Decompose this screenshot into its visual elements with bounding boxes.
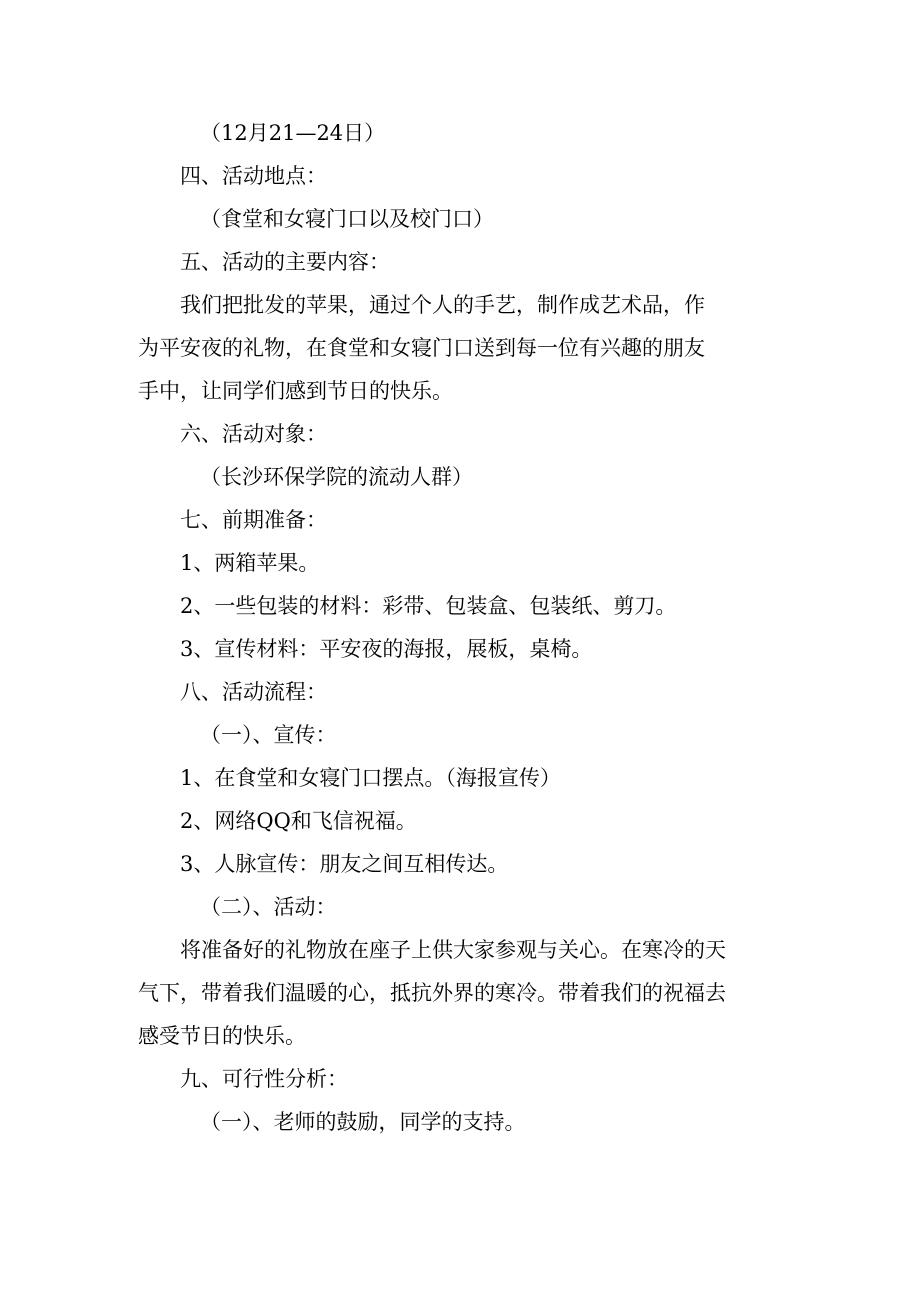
section-heading-preparation: 七、前期准备： (180, 508, 327, 532)
section-heading-feasibility: 九、可行性分析： (180, 1067, 348, 1091)
paragraph-line: 为平安夜的礼物，在食堂和女寝门口送到每一位有兴趣的朋友 (138, 336, 705, 360)
subsection-heading-activity: （二）、活动： (200, 895, 337, 919)
audience-detail-line: （长沙环保学院的流动人群） (200, 465, 473, 489)
paragraph-line: 气下，带着我们温暖的心，抵抗外界的寒冷。带着我们的祝福去 (138, 981, 726, 1005)
document-body (138, 112, 788, 1144)
list-item: 1、两箱苹果。 (180, 551, 320, 575)
section-heading-location: 四、活动地点： (180, 164, 327, 188)
paragraph-line: 将准备好的礼物放在座子上供大家参观与关心。在寒冷的天 (180, 938, 726, 962)
section-heading-content: 五、活动的主要内容： (180, 250, 390, 274)
location-detail-line: （食堂和女寝门口以及校门口） (200, 207, 494, 231)
list-item: 3、宣传材料：平安夜的海报，展板，桌椅。 (180, 637, 593, 661)
list-item: 1、在食堂和女寝门口摆点。（海报宣传） (180, 766, 561, 790)
section-heading-audience: 六、活动对象： (180, 422, 327, 446)
list-item: 2、网络QQ和飞信祝福。 (180, 809, 417, 833)
list-item: 2、一些包装的材料：彩带、包装盒、包装纸、剪刀。 (180, 594, 677, 618)
subsection-heading-promotion: （一）、宣传： (200, 723, 337, 747)
list-item: 3、人脉宣传：朋友之间互相传达。 (180, 852, 509, 876)
subsection-line: （一）、老师的鼓励，同学的支持。 (200, 1110, 526, 1134)
paragraph-line: 我们把批发的苹果，通过个人的手艺，制作成艺术品，作 (180, 293, 705, 317)
paragraph-line: 手中，让同学们感到节日的快乐。 (138, 379, 453, 403)
paragraph-line: 感受节日的快乐。 (138, 1024, 306, 1048)
section-heading-process: 八、活动流程： (180, 680, 327, 704)
date-range-line: （12月21—24日） (200, 121, 386, 145)
